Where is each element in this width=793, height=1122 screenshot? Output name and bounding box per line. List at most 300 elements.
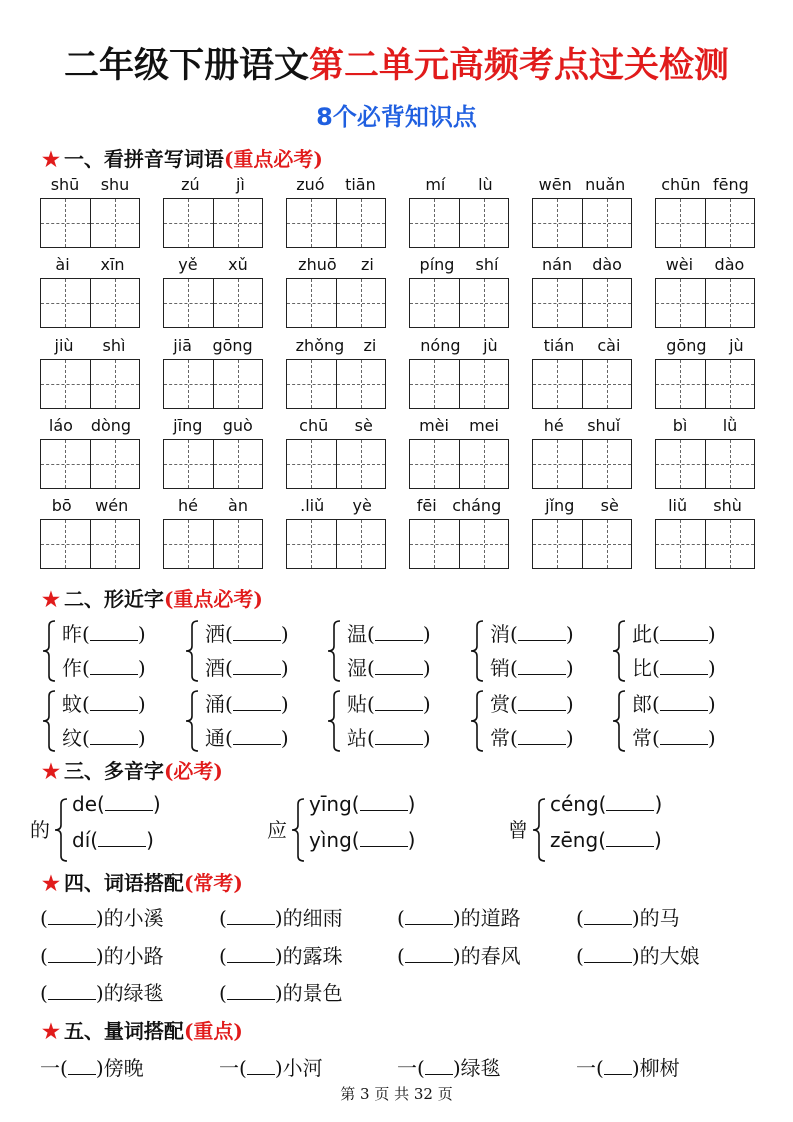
writing-grid[interactable] [655,198,755,248]
answer-blank[interactable] [518,656,566,675]
tianzige-cell[interactable] [582,279,632,327]
pinyin-syllable: zú [181,175,200,194]
pinyin-label [40,336,140,355]
collocation-text: 的露珠 [282,944,343,968]
collocation-item: ( )的马 [576,906,680,930]
tianzige-cell[interactable] [336,360,386,408]
answer-blank[interactable] [584,944,632,963]
tianzige-cell[interactable] [41,279,90,327]
page-footer: 第 3 页 共 32 页 [340,1085,453,1103]
pinyin-syllable: wèi [665,255,694,274]
tianzige-cell[interactable] [705,360,755,408]
measure-prefix: 一 [219,1056,239,1080]
measure-word-item: 一( )柳树 [576,1056,680,1080]
pinyin-syllable: yè [352,496,372,515]
writing-grid[interactable] [532,359,632,409]
writing-grid[interactable] [286,198,386,248]
tianzige-cell[interactable] [459,199,509,247]
section-heading-polyphones [42,755,223,784]
pinyin-syllable: dào [592,255,622,274]
similar-char: 常 [632,726,652,750]
writing-grid[interactable] [40,519,140,569]
polyphone-group [30,792,230,868]
pinyin-row [0,416,793,496]
similar-char-line: 昨( ) [62,622,146,646]
collocation-text: 的小路 [103,944,164,968]
star-icon: ★ [42,871,60,895]
answer-blank[interactable] [606,828,654,847]
pinyin-syllable: mei [469,416,499,435]
similar-char: 涌 [205,692,225,716]
similar-char: 销 [490,656,510,680]
answer-blank[interactable] [227,981,275,1000]
similar-char-line: 贴( ) [347,692,431,716]
pinyin-syllable: sè [354,416,373,435]
answer-blank[interactable] [98,828,146,847]
pinyin-syllable: hé [543,416,564,435]
pinyin-syllable: jiā [173,336,192,355]
pinyin-syllable: yě [178,255,198,274]
similar-char-pair [185,616,335,686]
similar-char-line: 消( ) [490,622,574,646]
tianzige-cell[interactable] [705,199,755,247]
pinyin-label [40,416,140,435]
page-title [0,38,793,88]
pinyin-row [0,496,793,576]
pinyin-syllable: zhǒng [295,336,345,355]
tianzige-cell[interactable] [533,360,582,408]
answer-blank[interactable] [660,656,708,675]
collocation-text: 的春风 [460,944,521,968]
answer-blank[interactable] [90,622,138,641]
pinyin-label [532,175,632,194]
answer-blank[interactable] [518,692,566,711]
similar-char-line: 洒( ) [205,622,289,646]
writing-grid[interactable] [409,278,509,328]
section-heading-collocations [42,867,243,896]
tianzige-cell[interactable] [41,440,90,488]
pinyin-label [655,175,755,194]
answer-blank[interactable] [405,944,453,963]
answer-blank[interactable] [405,906,453,925]
writing-grid[interactable] [409,519,509,569]
tianzige-cell[interactable] [582,440,632,488]
tianzige-cell[interactable] [164,199,213,247]
tianzige-cell[interactable] [656,279,705,327]
pinyin-syllable: shū [50,175,80,194]
similar-char: 贴 [347,692,367,716]
pinyin-label [163,255,263,274]
answer-blank[interactable] [604,1056,632,1075]
pinyin-syllable: zi [360,255,374,274]
tianzige-cell[interactable] [213,279,263,327]
tianzige-cell[interactable] [533,279,582,327]
pinyin-syllable: nuǎn [585,175,626,194]
brace-icon [327,690,341,752]
answer-blank[interactable] [375,692,423,711]
answer-blank[interactable] [227,944,275,963]
similar-char: 酒 [205,656,225,680]
similar-char-line: 常( ) [490,726,574,750]
collocation-item: ( )的大娘 [576,944,700,968]
star-icon: ★ [42,147,60,171]
pinyin-syllable: jì [235,175,245,194]
tianzige-cell[interactable] [459,440,509,488]
polyphone-reading-line: yìng( ) [309,828,416,852]
writing-grid[interactable] [163,278,263,328]
tianzige-cell[interactable] [164,440,213,488]
answer-blank[interactable] [105,792,153,811]
writing-grid[interactable] [655,278,755,328]
polyphone-char: 应 [267,818,287,842]
answer-blank[interactable] [233,726,281,745]
writing-grid[interactable] [163,359,263,409]
pinyin-syllable: sè [600,496,619,515]
pinyin-syllable: nán [542,255,573,274]
answer-blank[interactable] [375,726,423,745]
similar-char-line: 通( ) [205,726,289,750]
pinyin-syllable: gōng [212,336,253,355]
collocation-text: 的道路 [460,906,521,930]
polyphone-reading-line: céng( ) [550,792,663,816]
writing-grid[interactable] [409,439,509,489]
tianzige-cell[interactable] [705,440,755,488]
pinyin-label [655,255,755,274]
pinyin-syllable: ài [55,255,70,274]
pinyin-syllable: jiù [54,336,74,355]
brace-icon [532,798,546,862]
polyphone-reading-line: dí( ) [72,828,154,852]
pinyin-syllable: lǜ [722,416,738,435]
collocation-text: 的景色 [282,981,343,1005]
similar-char-pair [327,616,477,686]
collocation-text: 的小溪 [103,906,164,930]
polyphone-char: 的 [30,818,50,842]
writing-grid[interactable] [532,198,632,248]
answer-blank[interactable] [233,692,281,711]
similar-char-pair [612,616,762,686]
polyphone-char: 曾 [508,818,528,842]
tianzige-cell[interactable] [582,520,632,568]
pinyin-label [286,336,386,355]
similar-char-line: 蚊( ) [62,692,146,716]
answer-blank[interactable] [90,656,138,675]
pinyin-syllable: dòng [90,416,132,435]
pinyin-label [163,175,263,194]
answer-blank[interactable] [90,692,138,711]
pinyin-syllable: tián [543,336,575,355]
tianzige-cell[interactable] [90,360,140,408]
tianzige-cell[interactable] [90,279,140,327]
tianzige-cell[interactable] [287,279,336,327]
brace-icon [54,798,68,862]
similar-char: 纹 [62,726,82,750]
similar-char-line: 赏( ) [490,692,574,716]
pinyin-syllable: liǔ [668,496,688,515]
writing-grid[interactable] [532,519,632,569]
tianzige-cell[interactable] [459,360,509,408]
tianzige-cell[interactable] [213,199,263,247]
answer-blank[interactable] [606,792,654,811]
similar-char-line: 涌( ) [205,692,289,716]
writing-grid[interactable] [532,278,632,328]
tianzige-cell[interactable] [656,520,705,568]
section-tag: (必考) [163,759,223,783]
similar-char-line: 比( ) [632,656,716,680]
answer-blank[interactable] [48,906,96,925]
answer-blank[interactable] [660,726,708,745]
answer-blank[interactable] [233,622,281,641]
collocation-item: ( )的春风 [397,944,521,968]
star-icon: ★ [42,759,60,783]
writing-grid[interactable] [532,439,632,489]
tianzige-cell[interactable] [287,520,336,568]
tianzige-cell[interactable] [336,199,386,247]
writing-grid[interactable] [286,359,386,409]
writing-grid[interactable] [40,198,140,248]
tianzige-cell[interactable] [41,360,90,408]
collocation-item: ( )的绿毯 [40,981,164,1005]
polyphone-group [267,792,467,868]
pinyin-label [409,416,509,435]
pinyin-syllable: shì [102,336,126,355]
writing-grid[interactable] [163,519,263,569]
pinyin-syllable: jù [729,336,744,355]
tianzige-cell[interactable] [164,520,213,568]
measure-noun: 柳树 [639,1056,680,1080]
collocation-item: ( )的露珠 [219,944,343,968]
similar-char: 昨 [62,622,82,646]
answer-blank[interactable] [68,1056,96,1075]
tianzige-cell[interactable] [533,199,582,247]
brace-icon [185,690,199,752]
writing-grid[interactable] [409,198,509,248]
pinyin-label [655,416,755,435]
tianzige-cell[interactable] [582,199,632,247]
answer-blank[interactable] [518,726,566,745]
similar-char: 常 [490,726,510,750]
answer-blank[interactable] [48,944,96,963]
pinyin-syllable: láo [48,416,73,435]
pinyin-syllable: fēi [416,496,437,515]
collocation-text: 的马 [639,906,680,930]
pinyin-syllable: guò [222,416,253,435]
pinyin-syllable: mí [425,175,446,194]
pinyin-syllable: hé [178,496,198,515]
pinyin-syllable: bō [51,496,72,515]
pinyin-syllable: xǔ [228,255,248,274]
similar-char: 赏 [490,692,510,716]
pinyin-label [286,175,386,194]
writing-grid[interactable] [163,198,263,248]
writing-grid[interactable] [40,278,140,328]
pinyin-syllable: lù [478,175,493,194]
collocation-text: 的绿毯 [103,981,164,1005]
pinyin-row [0,175,793,255]
answer-blank[interactable] [660,692,708,711]
similar-char-line: 常( ) [632,726,716,750]
pinyin-label [286,496,386,515]
polyphone-reading: zēng [550,828,599,852]
similar-char-pair [42,616,192,686]
tianzige-cell[interactable] [90,520,140,568]
writing-grid[interactable] [40,439,140,489]
brace-icon [291,798,305,862]
answer-blank[interactable] [375,656,423,675]
pinyin-syllable: shu [100,175,130,194]
collocation-item: ( )的小路 [40,944,164,968]
similar-char-pair [470,616,620,686]
section-label: 五、量词搭配 [63,1019,184,1043]
tianzige-cell[interactable] [287,199,336,247]
pinyin-syllable: shí [475,255,499,274]
section-label: 三、多音字 [63,759,164,783]
pinyin-syllable: fēng [712,175,749,194]
polyphone-reading: céng [550,792,599,816]
answer-blank[interactable] [518,622,566,641]
pinyin-label [163,336,263,355]
tianzige-cell[interactable] [582,360,632,408]
tianzige-cell[interactable] [410,199,459,247]
pinyin-row [0,336,793,416]
page-subtitle: 8个必背知识点 [316,103,477,131]
tianzige-cell[interactable] [213,520,263,568]
pinyin-syllable: jǐng [545,496,575,515]
measure-noun: 小河 [282,1056,323,1080]
answer-blank[interactable] [233,656,281,675]
answer-blank[interactable] [584,906,632,925]
polyphone-reading: de [72,792,97,816]
similar-char: 洒 [205,622,225,646]
tianzige-cell[interactable] [213,360,263,408]
measure-word-item: 一( )绿毯 [397,1056,501,1080]
tianzige-cell[interactable] [90,440,140,488]
brace-icon [470,690,484,752]
brace-icon [42,690,56,752]
writing-grid[interactable] [286,439,386,489]
pinyin-label [532,496,632,515]
pinyin-label [40,175,140,194]
tianzige-cell[interactable] [656,199,705,247]
pinyin-syllable: cháng [452,496,502,515]
brace-icon [612,690,626,752]
section-tag: (常考) [183,871,243,895]
tianzige-cell[interactable] [705,520,755,568]
tianzige-cell[interactable] [336,520,386,568]
answer-blank[interactable] [90,726,138,745]
writing-grid[interactable] [286,278,386,328]
brace-icon [185,620,199,682]
measure-word-item: 一( )小河 [219,1056,323,1080]
measure-prefix: 一 [397,1056,417,1080]
tianzige-cell[interactable] [287,440,336,488]
writing-grid[interactable] [163,439,263,489]
tianzige-cell[interactable] [410,279,459,327]
tianzige-cell[interactable] [41,520,90,568]
similar-char: 站 [347,726,367,750]
answer-blank[interactable] [48,981,96,1000]
answer-blank[interactable] [375,622,423,641]
section-heading-similar-chars [42,583,263,612]
tianzige-cell[interactable] [459,520,509,568]
pinyin-label [532,416,632,435]
tianzige-cell[interactable] [164,360,213,408]
writing-grid[interactable] [286,519,386,569]
collocation-item: ( )的细雨 [219,906,343,930]
pinyin-label [532,255,632,274]
tianzige-cell[interactable] [533,520,582,568]
pinyin-syllable: bì [672,416,688,435]
similar-char-line: 纹( ) [62,726,146,750]
pinyin-syllable: tiān [345,175,376,194]
tianzige-cell[interactable] [410,520,459,568]
collocation-item: ( )的景色 [219,981,343,1005]
pinyin-label [40,496,140,515]
similar-char-line: 湿( ) [347,656,431,680]
pinyin-syllable: xīn [100,255,125,274]
tianzige-cell[interactable] [90,199,140,247]
similar-char: 湿 [347,656,367,680]
title-grade: 二年级下册语文 [63,46,309,86]
similar-char-line: 销( ) [490,656,574,680]
pinyin-label [532,336,632,355]
writing-grid[interactable] [655,439,755,489]
answer-blank[interactable] [660,622,708,641]
answer-blank[interactable] [360,792,408,811]
similar-char: 蚊 [62,692,82,716]
tianzige-cell[interactable] [336,279,386,327]
collocation-text: 的大娘 [639,944,700,968]
similar-char-pair [42,686,192,756]
pinyin-label [163,416,263,435]
writing-grid[interactable] [40,359,140,409]
tianzige-cell[interactable] [336,440,386,488]
similar-char-pair [185,686,335,756]
pinyin-syllable: cài [597,336,621,355]
pinyin-syllable: nóng [420,336,461,355]
tianzige-cell[interactable] [410,360,459,408]
tianzige-cell[interactable] [410,440,459,488]
answer-blank[interactable] [425,1056,453,1075]
pinyin-syllable: chūn [661,175,701,194]
tianzige-cell[interactable] [705,279,755,327]
tianzige-cell[interactable] [459,279,509,327]
pinyin-syllable: àn [228,496,248,515]
tianzige-cell[interactable] [656,440,705,488]
pinyin-syllable: jù [483,336,498,355]
tianzige-cell[interactable] [164,279,213,327]
tianzige-cell[interactable] [41,199,90,247]
similar-char-line: 郎( ) [632,692,716,716]
similar-char-line: 酒( ) [205,656,289,680]
tianzige-cell[interactable] [656,360,705,408]
pinyin-label [655,336,755,355]
writing-grid[interactable] [655,359,755,409]
pinyin-label [286,416,386,435]
pinyin-syllable: zuó [296,175,325,194]
pinyin-label [409,255,509,274]
pinyin-syllable: shuǐ [587,416,621,435]
answer-blank[interactable] [227,906,275,925]
answer-blank[interactable] [360,828,408,847]
tianzige-cell[interactable] [213,440,263,488]
tianzige-cell[interactable] [287,360,336,408]
tianzige-cell[interactable] [533,440,582,488]
similar-char: 作 [62,656,82,680]
answer-blank[interactable] [247,1056,275,1075]
writing-grid[interactable] [409,359,509,409]
writing-grid[interactable] [655,519,755,569]
